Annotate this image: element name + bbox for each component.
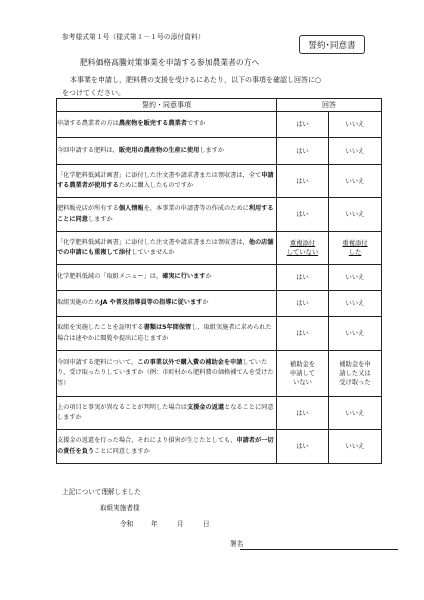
item-text: し，取組実施者に求められた場合は速やかに閲覧や提出に応じますか (57, 324, 272, 342)
item-text: 取組を実施したことを証明する (57, 324, 144, 332)
item-text: していませんか (131, 249, 175, 256)
item-text: 申請する農業者の方は (57, 120, 119, 128)
pledge-row (57, 351, 382, 397)
answer-no[interactable] (329, 138, 382, 165)
pledge-table (56, 98, 382, 464)
answer-no-label: いいえ (345, 274, 365, 281)
date-line (120, 518, 210, 528)
pledge-item-text (57, 112, 277, 138)
emphasis-text: 支援金の返還 (186, 403, 225, 411)
pledge-item-text (57, 198, 277, 232)
answer-yes-label: はい (296, 409, 309, 417)
date-day[interactable]: 日 (203, 520, 210, 528)
item-text: ですか (186, 120, 206, 128)
pledge-row (57, 112, 382, 138)
answer-yes[interactable] (277, 232, 329, 265)
answer-no[interactable] (329, 430, 382, 464)
answer-no[interactable] (329, 291, 382, 317)
item-text: 取組実施のため (57, 299, 101, 307)
answer-yes[interactable] (277, 351, 329, 397)
answer-no-label: いいえ (345, 121, 365, 128)
pledge-item-text (57, 317, 277, 351)
document-type-badge: 誓約･同意書 (299, 35, 365, 54)
answer-yes[interactable] (277, 165, 329, 198)
answer-no-label: いいえ (345, 211, 365, 218)
answer-yes[interactable] (277, 317, 329, 351)
answer-no-label: 補助金を申 (339, 361, 371, 368)
answer-yes-label: はい (296, 121, 309, 128)
answer-no-label: いいえ (345, 330, 365, 337)
item-text: 「化学肥料低減計画書」に添付した注文書や請求書または領収書は，全て (57, 171, 262, 179)
pledge-item-text (57, 397, 277, 430)
answer-no-label: 受け取った (339, 379, 371, 386)
answer-no-label: 重複添付 (342, 240, 368, 247)
emphasis-text: 販売用の農産物の生産に使用 (118, 146, 200, 154)
item-text: を，本事業の申請書等の作成のために (143, 205, 249, 213)
pledge-item-text (57, 138, 277, 165)
answer-yes-label: はい (296, 274, 309, 281)
answer-no-label: いいえ (345, 147, 365, 155)
item-text: していたり，受け取ったりしていますか（例：市町村から肥料費の価格補てんを受けた 等） (57, 358, 280, 387)
pledge-item-text (57, 291, 277, 317)
answer-no[interactable] (329, 198, 382, 232)
item-text: 今回申請する肥料は， (57, 146, 119, 154)
signature-line[interactable] (240, 538, 398, 550)
answer-no[interactable] (329, 351, 382, 397)
understood-statement: 上記について理解しました (62, 488, 141, 496)
answer-no-label: いいえ (345, 300, 365, 307)
instructions-line-2: をつけてください。 (62, 89, 125, 97)
pledge-row (57, 165, 382, 198)
date-era: 令和 (120, 520, 134, 528)
date-year[interactable]: 年 (151, 520, 158, 528)
answer-no[interactable] (329, 317, 382, 351)
pledge-table-header (57, 99, 382, 112)
emphasis-text: 確実に行います (162, 273, 206, 281)
answer-yes-label: はい (296, 177, 309, 185)
item-text: 上の項目と事実が異なることが判明した場合は (57, 403, 187, 411)
addressee: 取組実施者様 (100, 504, 140, 512)
answer-no[interactable] (329, 165, 382, 198)
item-text: か (202, 299, 209, 307)
answer-no[interactable] (329, 397, 382, 430)
pledge-item-text (57, 351, 280, 397)
emphasis-text: 申請者が一切の責任を負う (57, 437, 274, 455)
answer-no-label: 請した又は (339, 370, 371, 377)
item-text: 支援金の返還を行った場合，それにより損害が生じたとしても， (57, 437, 237, 445)
signature-label: 署名 (230, 540, 244, 548)
form-reference: 参考様式第１号（様式第１－１号の添付資料） (62, 33, 205, 41)
answer-yes-label: 申請して (289, 370, 316, 377)
answer-no[interactable] (329, 112, 382, 138)
answer-no-label: した (348, 249, 362, 256)
pledge-item-text (57, 430, 277, 464)
instructions (62, 74, 382, 100)
pledge-row (57, 232, 382, 265)
emphasis-text: 農産物を販売する農業者 (118, 120, 187, 128)
answer-yes[interactable] (277, 291, 329, 317)
emphasis-text: 書類は5年間保管 (143, 324, 192, 332)
answer-yes-label: はい (296, 443, 309, 450)
header-answer: 回答 (277, 99, 382, 112)
answer-yes-label: はい (296, 330, 309, 337)
answer-no[interactable] (329, 232, 382, 265)
answer-yes[interactable] (277, 430, 329, 464)
item-text: か (205, 273, 212, 281)
pledge-row (57, 138, 382, 165)
emphasis-text: 利用することに同意 (57, 205, 274, 223)
emphasis-text: 申請する農業者が使用する (57, 171, 274, 189)
item-text: 「化学肥料低減計画書」に添付した注文書や請求書または領収書は， (57, 238, 249, 246)
header-item: 誓約・同意事項 (57, 99, 277, 112)
pledge-row (57, 265, 382, 291)
answer-yes-label: はい (296, 147, 309, 155)
pledge-row (57, 430, 382, 464)
emphasis-text: この事業以外で購入費の補助金を申請 (137, 358, 243, 366)
pledge-row (57, 397, 382, 430)
answer-yes-label: はい (296, 211, 309, 218)
pledge-item-text (57, 165, 277, 198)
answer-yes[interactable] (277, 138, 329, 165)
item-text: しますか (87, 215, 113, 223)
instructions-line-1: 本事業を申請し，肥料費の支援を受けるにあたり，以下の事項を確認し回答に○ (70, 76, 322, 84)
item-text: となることに同意しますか (57, 403, 274, 421)
answer-yes[interactable] (277, 265, 329, 291)
answer-no[interactable] (329, 265, 382, 291)
emphasis-text: JA や普及指導員等の指導に従います (100, 299, 203, 307)
form-title: 肥料価格高騰対策事業を申請する参加農業者の方へ (80, 58, 260, 67)
answer-yes[interactable] (277, 397, 329, 430)
answer-yes-label: 補助金を (289, 361, 316, 368)
date-month[interactable]: 月 (177, 520, 184, 528)
item-text: 今回申請する肥料について， (57, 358, 138, 366)
item-text: 化学肥料低減の「取組メニュー」は， (57, 273, 163, 281)
emphasis-text: 個人情報 (118, 205, 144, 213)
answer-yes[interactable] (277, 112, 329, 138)
answer-yes-label: 重複添付 (289, 240, 316, 247)
emphasis-text: 他の店舗での申請にも重複して添付 (57, 238, 274, 256)
item-text: 肥料販売店が所有する (57, 205, 119, 213)
answer-yes[interactable] (277, 198, 329, 232)
answer-yes-label: はい (296, 300, 309, 307)
answer-no-label: いいえ (345, 443, 365, 450)
pledge-item-text (57, 265, 277, 291)
item-text: ことに同意しますか (94, 447, 150, 455)
answer-no-label: いいえ (345, 409, 365, 417)
item-text: ために購入したものですか (118, 182, 194, 189)
pledge-row (57, 198, 382, 232)
pledge-row (57, 317, 382, 351)
item-text: しますか (199, 146, 225, 154)
answer-yes-label: していない (286, 249, 319, 256)
answer-no-label: いいえ (345, 177, 365, 185)
pledge-item-text (57, 232, 277, 265)
answer-yes-label: いない (293, 379, 312, 386)
pledge-row (57, 291, 382, 317)
